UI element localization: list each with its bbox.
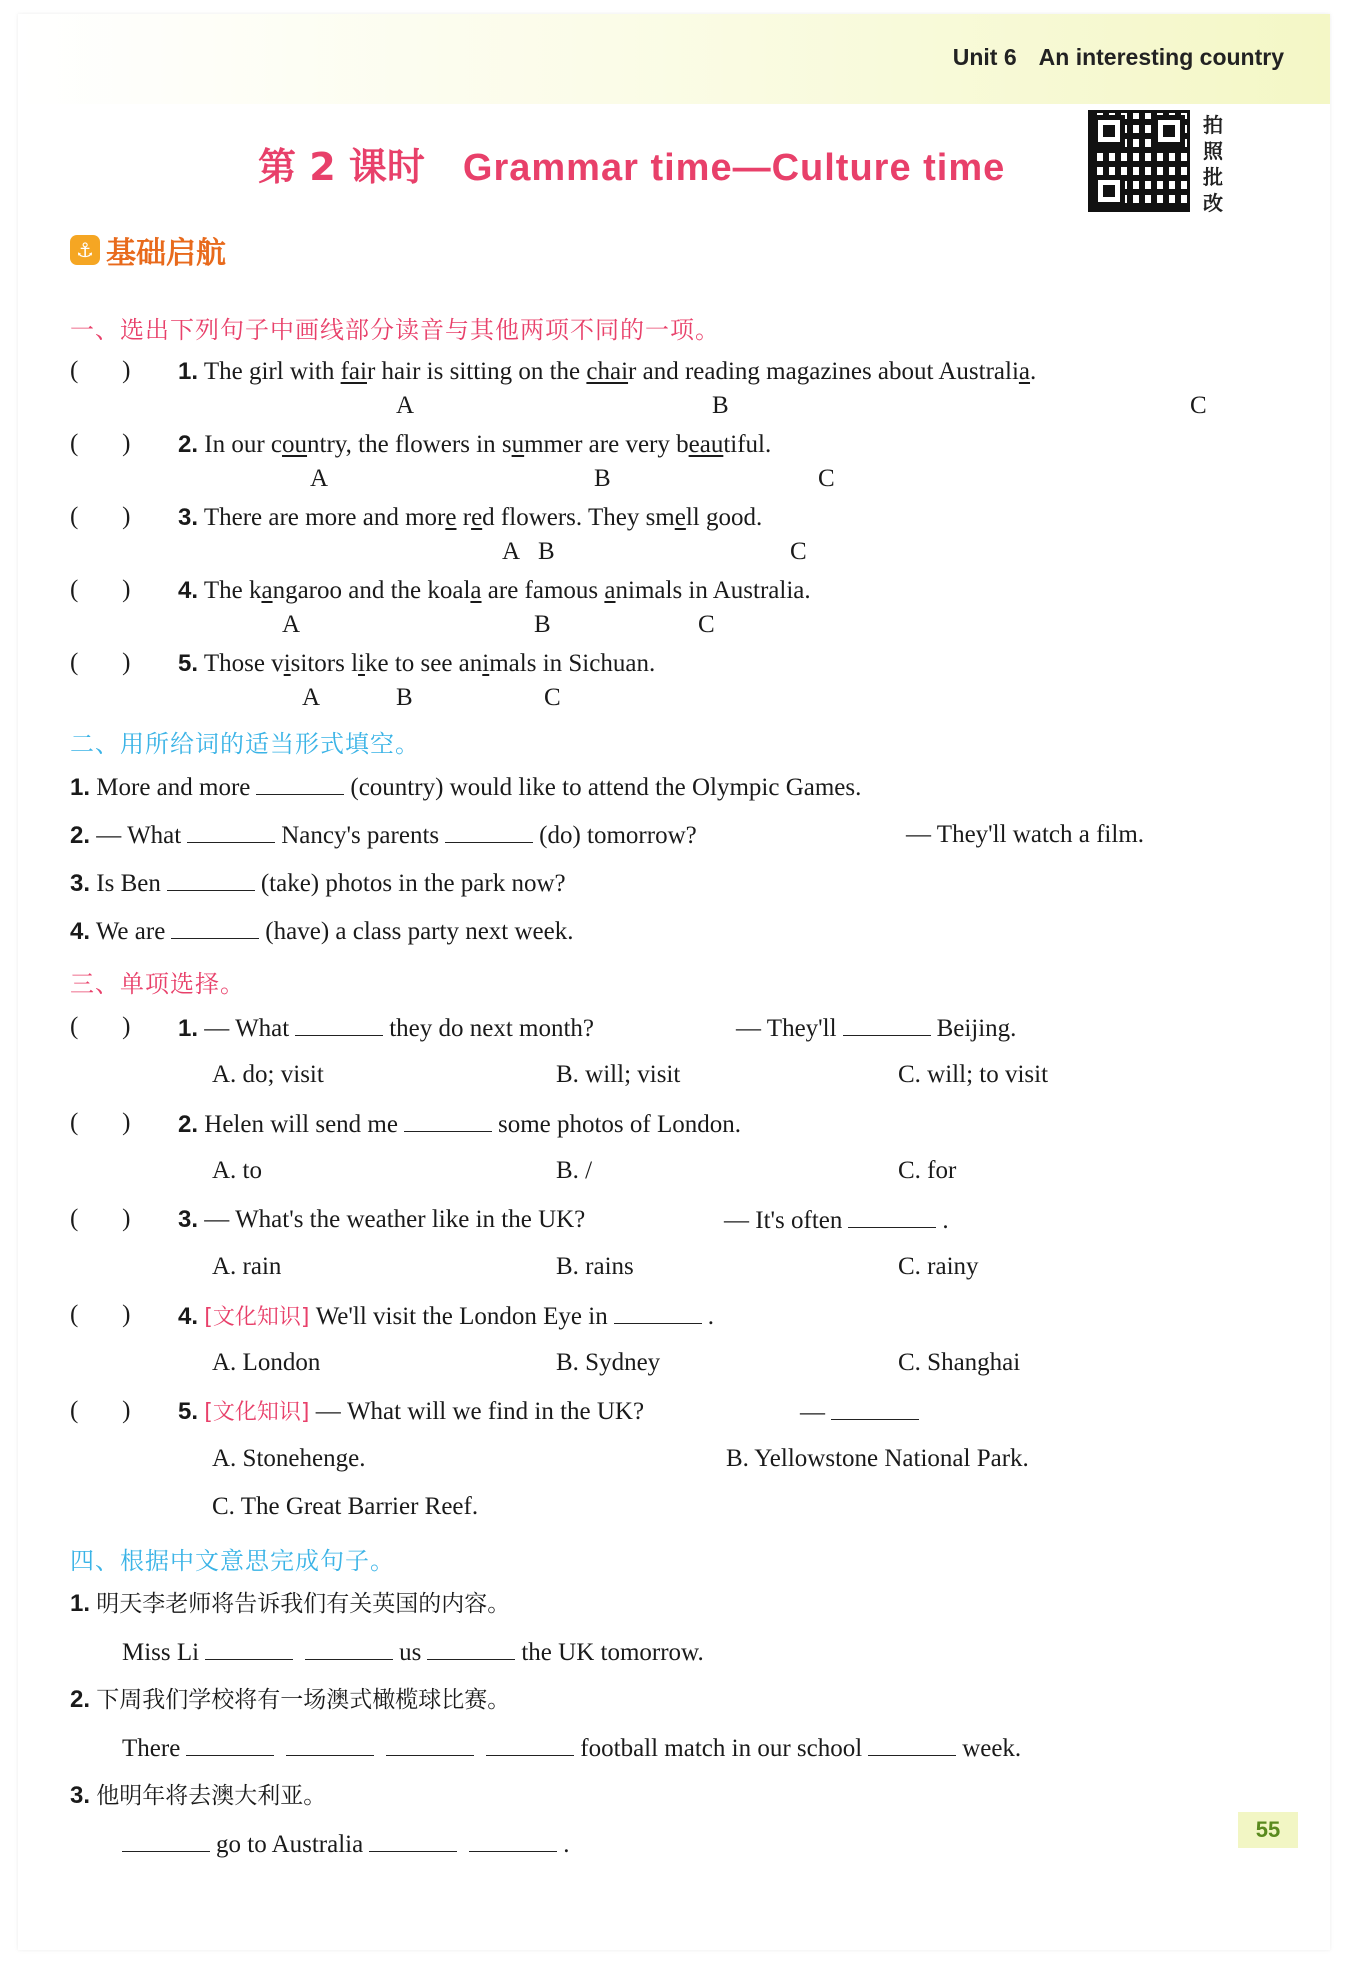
answer-blank[interactable]: [122, 1829, 210, 1852]
text: ngaroo and the koal: [272, 577, 471, 604]
answer-reply: — They'll watch a film.: [906, 821, 1145, 848]
answer-blank[interactable]: [843, 1013, 931, 1036]
qr-finder: [1093, 175, 1125, 207]
option-letter: C: [1190, 392, 1207, 419]
text: are famous: [481, 577, 605, 604]
question-number: 1.: [178, 1015, 199, 1042]
answer-paren[interactable]: ( ): [70, 1397, 131, 1424]
answer-blank[interactable]: [167, 868, 255, 891]
text: the UK tomorrow.: [521, 1639, 704, 1666]
text: Beijing.: [936, 1015, 1017, 1042]
option-letter: B: [712, 392, 729, 419]
section-badge: [70, 228, 226, 272]
question-number: 4.: [70, 918, 91, 945]
qr-finder: [1093, 115, 1125, 147]
text: .: [707, 1303, 714, 1330]
text: football match in our school: [580, 1735, 863, 1762]
option-c: C. The Great Barrier Reef.: [212, 1493, 479, 1520]
fill-line: [70, 820, 697, 851]
text: — They'll: [736, 1015, 837, 1042]
qr-label-char: 批: [1203, 165, 1223, 189]
answer-paren[interactable]: ( ): [70, 503, 131, 530]
underlined-b: a: [470, 577, 482, 604]
option-letter: B: [396, 684, 413, 711]
text: d flowers. They sm: [482, 504, 675, 531]
option-letter: A: [396, 392, 415, 419]
option-letter: C: [818, 465, 835, 492]
page-number: 55: [1238, 1812, 1298, 1848]
answer-blank[interactable]: [445, 820, 533, 843]
answer-paren[interactable]: ( ): [70, 357, 131, 384]
option-letter: B: [594, 465, 611, 492]
question-number: 1.: [70, 774, 91, 801]
underlined-b: e: [471, 504, 483, 531]
underlined-c: eau: [688, 431, 724, 458]
fill-line: [70, 916, 574, 947]
translation-answer: [116, 1829, 569, 1860]
answer-blank[interactable]: [386, 1733, 474, 1756]
choice-question: [178, 1397, 644, 1428]
option-letter: C: [698, 611, 715, 638]
option-b: B. rains: [556, 1253, 634, 1280]
unit-label: Unit 6: [952, 44, 1017, 70]
running-header: [953, 44, 1284, 71]
text: —: [800, 1399, 825, 1426]
underlined-a: a: [261, 577, 273, 604]
option-letter: B: [538, 538, 555, 565]
text: nimals in Australia.: [615, 577, 811, 604]
question-number: 2.: [178, 1111, 199, 1138]
underlined-c: i: [482, 650, 490, 677]
qr-label-char: 改: [1203, 191, 1223, 215]
lesson-title: [258, 136, 1005, 191]
text: ll good.: [685, 504, 763, 531]
answer-paren[interactable]: ( ): [70, 1109, 131, 1136]
text: — What will we find in the UK?: [315, 1398, 645, 1425]
answer-paren[interactable]: ( ): [70, 576, 131, 603]
question-number: 2.: [70, 822, 91, 849]
option-b: B. will; visit: [556, 1061, 681, 1088]
answer-paren[interactable]: ( ): [70, 430, 131, 457]
option-a: A. Stonehenge.: [212, 1445, 366, 1472]
underlined-b: chai: [586, 358, 629, 385]
choice-reply: [724, 1205, 949, 1236]
text: (country) would like to attend the Olympic Games.: [350, 774, 862, 801]
answer-blank[interactable]: [404, 1109, 492, 1132]
choice-reply: [736, 1013, 1016, 1044]
translation-answer: [122, 1733, 1021, 1764]
text: In our c: [204, 431, 283, 458]
option-letter: A: [302, 684, 321, 711]
answer-blank[interactable]: [848, 1205, 936, 1228]
question-number: 1.: [70, 1590, 91, 1617]
text: Those v: [203, 650, 284, 677]
answer-paren[interactable]: ( ): [70, 1301, 131, 1328]
part4-heading: 四、根据中文意思完成句子。: [70, 1547, 395, 1575]
qr-label-char: 拍: [1203, 113, 1223, 137]
choice-reply: [800, 1397, 925, 1428]
text: r: [456, 504, 472, 531]
underlined-b: i: [358, 650, 365, 677]
text: The girl with: [203, 358, 341, 385]
answer-blank[interactable]: [305, 1637, 393, 1660]
option-letter: A: [282, 611, 301, 638]
answer-blank[interactable]: [486, 1733, 574, 1756]
part2-heading: 二、用所给词的适当形式填空。: [70, 730, 420, 758]
question-line: [178, 430, 771, 460]
text: r and reading magazines about Australi: [628, 358, 1019, 385]
underlined-c: a: [604, 577, 616, 604]
text: We are: [95, 918, 166, 945]
translation-prompt: [70, 1589, 510, 1619]
text: Nancy's parents: [281, 822, 440, 849]
text: ntry, the flowers in s: [307, 431, 512, 458]
translation-prompt: [70, 1685, 510, 1715]
text: tiful.: [723, 431, 772, 458]
answer-blank[interactable]: [469, 1829, 557, 1852]
text: us: [399, 1639, 422, 1666]
question-number: 2.: [70, 1686, 91, 1713]
option-letter: A: [310, 465, 329, 492]
text: There are more and mor: [203, 504, 446, 531]
chinese-sentence: 他明年将去澳大利亚。: [96, 1783, 327, 1809]
text: Helen will send me: [204, 1111, 398, 1138]
choice-question: [178, 1013, 594, 1044]
text: mals in Sichuan.: [489, 650, 656, 677]
lesson-name: Grammar time—Culture time: [462, 147, 1006, 189]
fill-line: [70, 868, 566, 899]
option-a: A. to: [212, 1157, 262, 1184]
text: More and more: [96, 774, 251, 801]
option-a: A. London: [212, 1349, 321, 1376]
answer-paren[interactable]: ( ): [70, 1205, 131, 1232]
text: week.: [962, 1735, 1022, 1762]
underlined-a: i: [283, 650, 291, 677]
option-b: B. /: [556, 1157, 593, 1184]
option-c: C. will; to visit: [898, 1061, 1049, 1088]
text: some photos of London.: [497, 1111, 742, 1138]
text: they do next month?: [389, 1015, 595, 1042]
anchor-icon: ⚓: [70, 235, 100, 265]
choice-question: [178, 1205, 585, 1235]
text: — What: [204, 1015, 290, 1042]
answer-blank[interactable]: [614, 1301, 702, 1324]
option-c: C. for: [898, 1157, 957, 1184]
answer-blank[interactable]: [205, 1637, 293, 1660]
underlined-b: u: [511, 431, 525, 458]
option-letter: C: [544, 684, 561, 711]
answer-blank[interactable]: [187, 820, 275, 843]
fill-line: [70, 772, 861, 803]
question-number: 4.: [178, 1303, 199, 1330]
question-line: [178, 357, 1036, 387]
option-letter: A: [502, 538, 521, 565]
answer-blank[interactable]: [369, 1829, 457, 1852]
question-number: 4.: [178, 577, 199, 604]
answer-paren[interactable]: ( ): [70, 649, 131, 676]
underlined-a: ou: [282, 431, 308, 458]
text: mmer are very b: [524, 431, 689, 458]
answer-blank[interactable]: [831, 1397, 919, 1420]
question-number: 5.: [178, 1398, 199, 1425]
lesson-number: 第 2 课时: [258, 145, 425, 189]
qr-finder: [1153, 115, 1185, 147]
text: sitors l: [290, 650, 359, 677]
translation-prompt: [70, 1781, 326, 1811]
question-number: 2.: [178, 431, 199, 458]
option-c: C. rainy: [898, 1253, 979, 1280]
choice-question: [178, 1301, 714, 1333]
text: r hair is sitting on the: [366, 358, 587, 385]
text: — What's the weather like in the UK?: [204, 1206, 586, 1233]
answer-blank[interactable]: [427, 1637, 515, 1660]
underlined-a: fai: [340, 358, 367, 385]
text: Miss Li: [122, 1639, 200, 1666]
culture-tag: [文化知识]: [204, 1400, 310, 1425]
answer-blank[interactable]: [171, 916, 259, 939]
text: (have) a class party next week.: [265, 918, 574, 945]
text: .: [563, 1831, 570, 1858]
option-c: C. Shanghai: [898, 1349, 1021, 1376]
option-b: B. Yellowstone National Park.: [726, 1445, 1029, 1472]
option-b: B. Sydney: [556, 1349, 661, 1376]
text: ke to see an: [364, 650, 483, 677]
qr-label-char: 照: [1203, 139, 1223, 163]
question-number: 1.: [178, 358, 199, 385]
text: (take) photos in the park now?: [260, 870, 566, 897]
section-badge-label: 基础启航: [106, 236, 226, 271]
answer-blank[interactable]: [868, 1733, 956, 1756]
answer-paren[interactable]: ( ): [70, 1013, 131, 1040]
question-line: [178, 503, 762, 533]
culture-tag: [文化知识]: [204, 1305, 310, 1330]
part3-heading: 三、单项选择。: [70, 970, 245, 998]
text: — It's often: [724, 1207, 843, 1234]
option-letter: B: [534, 611, 551, 638]
underlined-a: e: [445, 504, 457, 531]
text: (do) tomorrow?: [539, 822, 697, 849]
option-a: A. rain: [212, 1253, 282, 1280]
question-line: [178, 649, 655, 679]
option-letter: C: [790, 538, 807, 565]
qr-label: [1200, 112, 1226, 216]
chinese-sentence: 下周我们学校将有一场澳式橄榄球比赛。: [96, 1687, 511, 1713]
question-number: 3.: [178, 504, 199, 531]
answer-blank[interactable]: [295, 1013, 383, 1036]
qr-code-icon[interactable]: [1088, 110, 1190, 212]
underlined-c: a: [1018, 358, 1031, 385]
answer-blank[interactable]: [286, 1733, 374, 1756]
underlined-c: e: [674, 504, 686, 531]
text: .: [942, 1207, 949, 1234]
text: — What: [96, 822, 182, 849]
text: go to Australia: [216, 1831, 364, 1858]
answer-blank[interactable]: [256, 772, 344, 795]
question-number: 3.: [70, 870, 91, 897]
question-number: 5.: [178, 650, 199, 677]
unit-title: An interesting country: [1038, 44, 1284, 70]
question-line: [178, 576, 811, 606]
question-number: 3.: [178, 1206, 199, 1233]
text: Is Ben: [96, 870, 161, 897]
chinese-sentence: 明天李老师将告诉我们有关英国的内容。: [96, 1591, 511, 1617]
option-a: A. do; visit: [212, 1061, 324, 1088]
text: We'll visit the London Eye in: [315, 1303, 608, 1330]
translation-answer: [122, 1637, 704, 1668]
answer-blank[interactable]: [186, 1733, 274, 1756]
choice-question: [178, 1109, 741, 1140]
text: The k: [203, 577, 262, 604]
text: .: [1030, 358, 1037, 385]
question-number: 3.: [70, 1782, 91, 1809]
text: There: [122, 1735, 181, 1762]
part1-heading: 一、选出下列句子中画线部分读音与其他两项不同的一项。: [70, 316, 720, 344]
